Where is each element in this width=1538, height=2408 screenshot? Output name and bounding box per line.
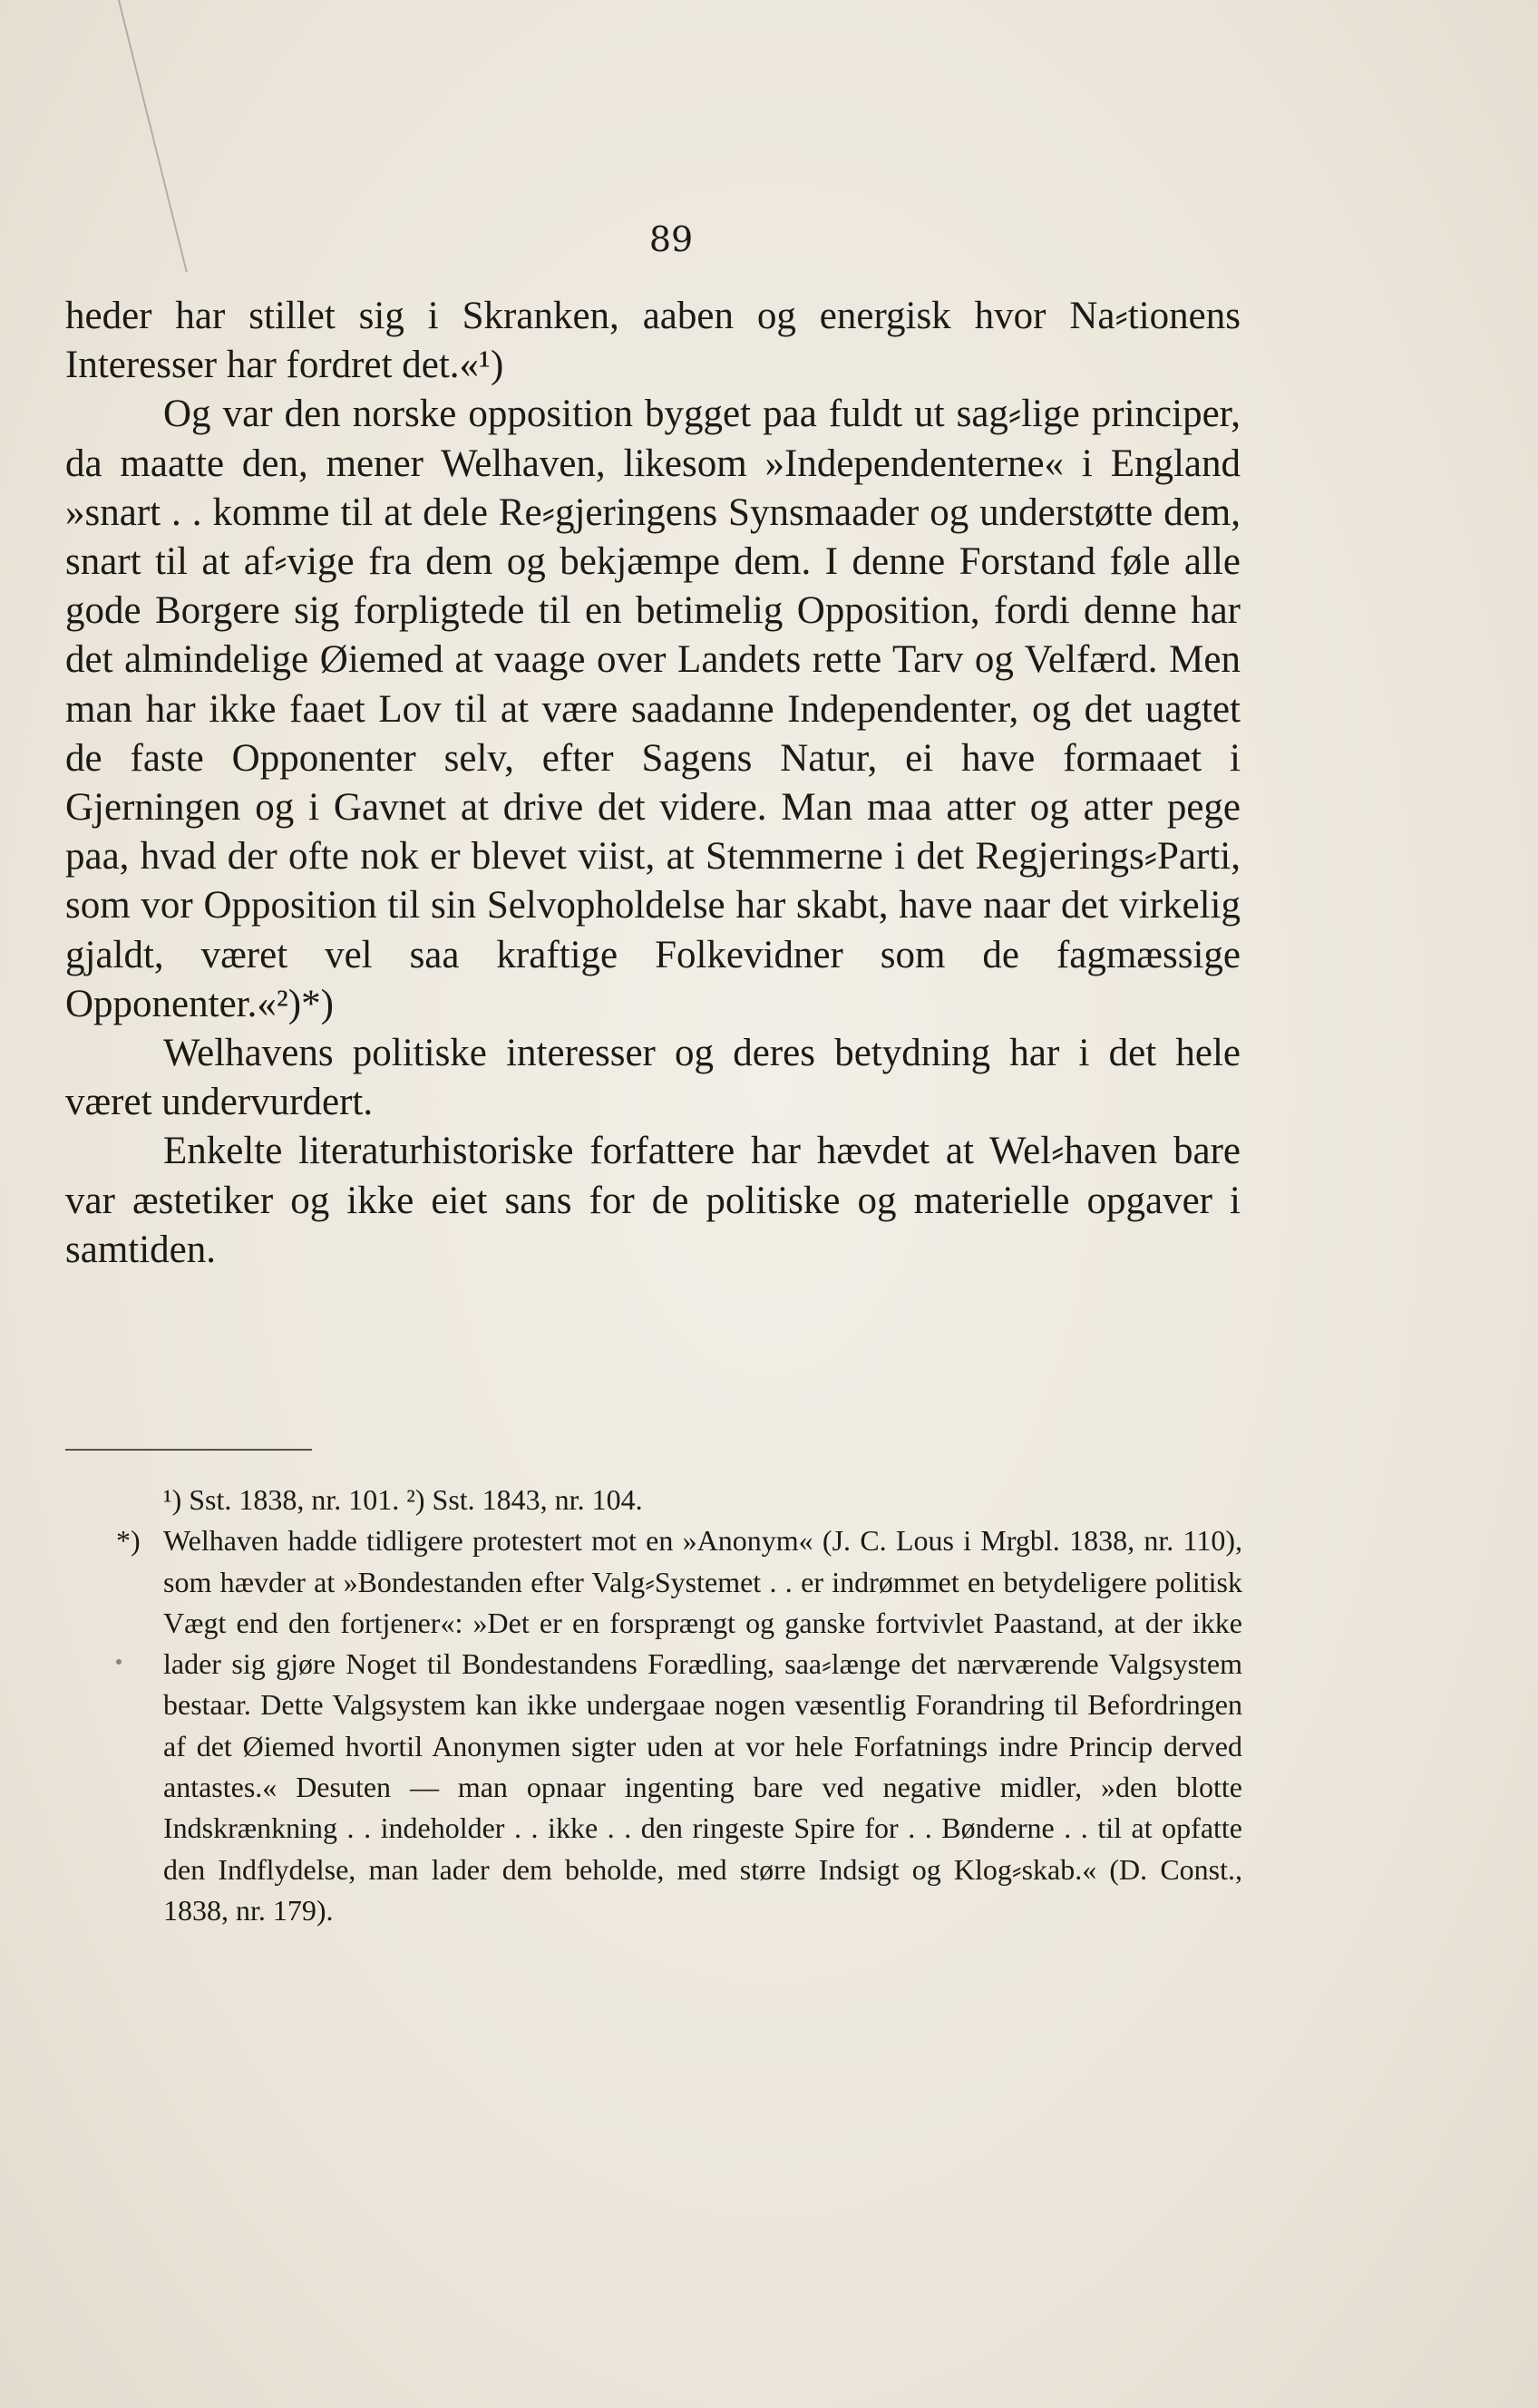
margin-dot [116,1659,122,1665]
footnote-star-marker: *) [116,1524,141,1558]
paragraph-2: Og var den norske opposition bygget paa fuldt ut sag⸗lige principer, da maatte den, mener Welhaven, likesom »Independenterne« i England »snart . . komme til at dele Re⸗gjeringens Synsmaader og understøtte dem, snart til at af⸗vige fra dem og bekjæmpe dem. I denne Forstand føle alle gode Borgere sig forpligtede til en betimelig Opposition, fordi denne har det almindelige Øiemed at vaage over Landets rette Tarv og Velfærd. Men man har ikke faaet Lov til at være saadanne Independenter, og det uagtet de faste Opponenter selv, efter Sagens Natur, ei have formaaet i Gjerningen og i Gavnet at drive det videre. Man maa atter og atter pege paa, hvad der ofte nok er blevet viist, at Stemmerne i det Regjerings⸗Parti, som vor Opposition til sin Selvopholdelse har skabt, have naar det virkelig gjaldt, været vel saa kraftige Folkevidner som de fagmæssige Opponenter.«²)*) [65,393,1241,1025]
footnote-star-text: Welhaven hadde tidligere protestert mot en »Anonym« (J. C. Lous i Mrgbl. 1838, nr. 110), som hævder at »Bondestanden efter Valg⸗Systemet . . er indrømmet en betydeligere politisk Vægt end den fortjener«: »Det er en forsprængt og ganske fortvivlet Paastand, at der ikke lader sig gjøre Noget til Bondestandens Forædling, saa⸗længe det nærværende Valgsystem bestaar. Dette Valgsystem kan ikke undergaae nogen væsentlig Forandring til Befordringen af det Øiemed hvortil Anonymen sigter uden at vor hele Forfatnings indre Princip derved antastes.« Desuten — man opnaar ingenting bare ved negative midler, »den blotte Indskrænkning . . indeholder . . ikke . . den ringeste Spire for . . Bønderne . . til at opfatte den Indflydelse, man lader dem beholde, med større Indsigt og Klog⸗skab.« (D. Const., 1838, nr. 179). [163,1524,1242,1927]
page-number: 89 [648,219,694,259]
footnotes [116,1480,1242,1931]
footnote-divider [65,1449,312,1451]
footnote-star [116,1520,1242,1931]
paragraph-1: heder har stillet sig i Skranken, aaben og energisk hvor Na⸗tionens Interesser har fordret det.«¹) [65,295,1241,387]
paragraph-3: Welhavens politiske interesser og deres betydning har i det hele været undervurdert. [65,1032,1241,1124]
footnote-references: ¹) Sst. 1838, nr. 101. ²) Sst. 1843, nr. 104. [163,1483,643,1516]
paragraph-4: Enkelte literaturhistoriske forfattere har hævdet at Wel⸗haven bare var æstetiker og ikke eiet sans for de politiske og materielle opgaver i samtiden. [65,1130,1241,1271]
body-text [65,292,1241,1275]
